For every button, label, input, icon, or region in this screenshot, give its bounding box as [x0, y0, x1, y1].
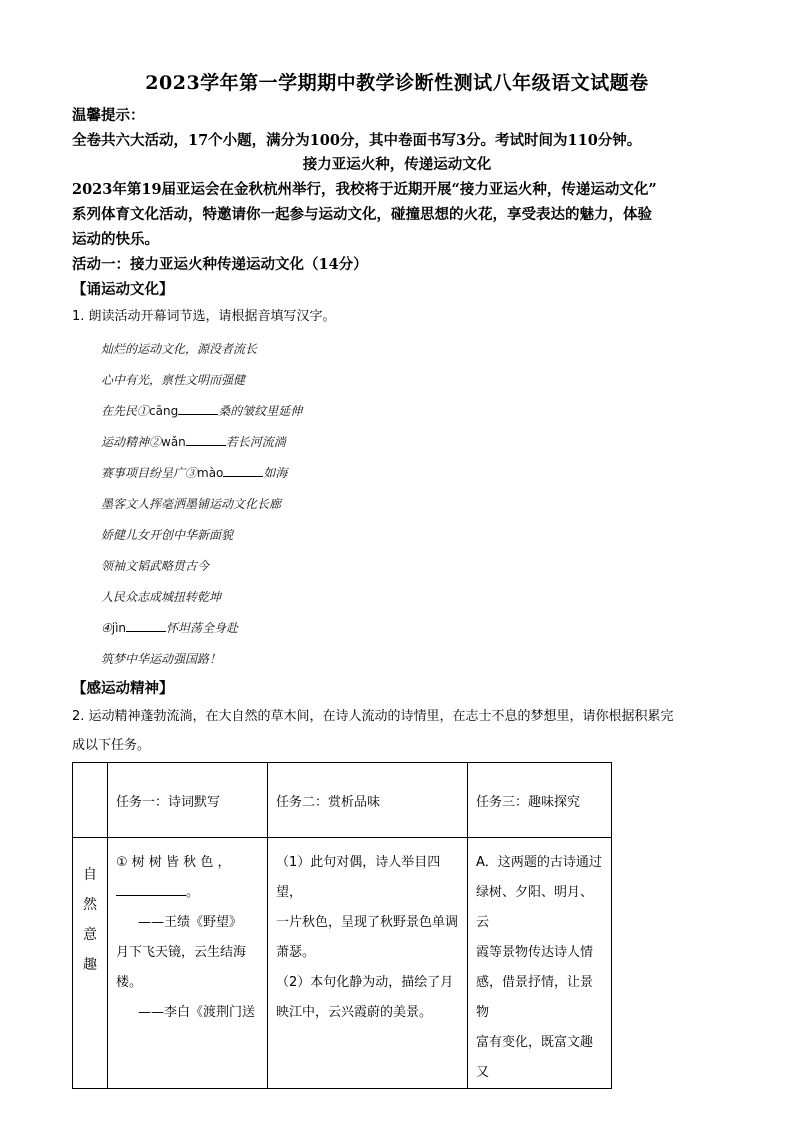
explore-line: A．这两题的古诗通过 — [476, 855, 602, 870]
page-title: 2023学年第一学期期中教学诊断性测试八年级语文试题卷 — [145, 72, 649, 94]
task-3-cell — [468, 838, 612, 1089]
table-header-row — [73, 763, 612, 838]
fill-blank-2[interactable] — [186, 433, 226, 446]
recite-blank[interactable] — [116, 881, 186, 896]
pinyin: wǎn — [161, 435, 186, 449]
activity1-heading: 活动一：接力亚运火种传递运动文化（14分） — [72, 256, 368, 273]
header-task-2: 任务二：赏析品味 — [268, 763, 468, 838]
explore-line: 绿树、夕阳、明月、云 — [476, 885, 594, 930]
poem-line: 领袖文韬武略贯古今 — [101, 559, 210, 573]
header-task-3: 任务三：趣味探究 — [468, 763, 612, 838]
question-2-line-1: 2. 运动精神蓬勃流淌，在大自然的草木间，在诗人流动的诗情里，在志士不息的梦想里，请你根据积累完 — [72, 709, 674, 724]
recite-line: ① 树 树 皆 秋 色 ， — [116, 855, 231, 870]
poem-line: 墨客文人挥毫洒墨铺运动文化长廊 — [101, 497, 282, 511]
tips-text: 全卷共六大活动，17个小题，满分为100分，其中卷面书写3分。考试时间为110分钟。 — [72, 132, 642, 149]
table-row — [73, 838, 612, 1089]
task-1-cell — [108, 838, 268, 1089]
poem-line: 娇健儿女开创中华新面貌 — [101, 528, 234, 542]
poem-text: 赛事项目纷呈广③ — [101, 466, 198, 480]
poem-text: 如海 — [263, 466, 288, 480]
question-2-line-2: 成以下任务。 — [72, 738, 151, 753]
poem-line-blank-2 — [101, 433, 286, 450]
task-2-cell — [268, 838, 468, 1089]
theme-title: 接力亚运火种，传递运动文化 — [302, 156, 492, 173]
poem-text: 若长河流淌 — [225, 435, 286, 449]
fill-blank-1[interactable] — [178, 402, 218, 415]
intro-line-3: 运动的快乐。 — [72, 231, 159, 248]
analysis-line: 萧瑟。 — [276, 945, 316, 960]
pinyin: jìn — [111, 621, 127, 635]
analysis-line: （2）本句化静为动，描绘了月 — [276, 975, 454, 990]
analysis-line: 映江中，云兴霞蔚的美景。 — [276, 1005, 433, 1020]
poem-text: 运动精神② — [101, 435, 162, 449]
poem-line: 心中有光，禀性文明而强健 — [101, 373, 246, 387]
poem-line-blank-1 — [101, 402, 302, 419]
poem-text: 桑的皱纹里延伸 — [218, 404, 303, 418]
pinyin: cāng — [149, 404, 179, 418]
recite-blank-line: 。 — [116, 878, 261, 908]
analysis-line: 一片秋色，呈现了秋野景色单调 — [276, 915, 459, 930]
fill-blank-3[interactable] — [223, 464, 263, 477]
analysis-line: （1）此句对偶，诗人举目四望， — [276, 855, 441, 900]
poem-line: 灿烂的运动文化，源没者流长 — [101, 342, 258, 356]
table-corner-cell — [73, 763, 108, 838]
poem-line: 人民众志成城扭转乾坤 — [101, 590, 222, 604]
source-citation: ——王绩《野望》 — [138, 915, 243, 930]
header-task-1: 任务一：诗词默写 — [108, 763, 268, 838]
tips-heading: 温馨提示： — [72, 107, 145, 124]
pinyin: mào — [197, 466, 224, 480]
poem-line-blank-4 — [101, 619, 238, 636]
source-citation: ——李白《渡荆门送 — [138, 1005, 256, 1020]
explore-line: 富有变化，既富文趣又 — [476, 1035, 594, 1080]
question-1-text: 1. 朗读活动开幕词节选，请根据音填写汉字。 — [72, 309, 336, 324]
poem-text: 怀坦荡全身赴 — [166, 621, 239, 635]
poem-quote: 月下飞天镜，云生结海楼。 — [116, 945, 247, 990]
section2-heading: 【感运动精神】 — [72, 680, 174, 697]
poem-text: ④ — [101, 621, 112, 635]
poem-text: 在先民① — [101, 404, 150, 418]
intro-line-2: 系列体育文化活动，特邀请你一起参与运动文化，碰撞思想的火花，享受表达的魅力，体验 — [72, 206, 652, 223]
intro-line-1: 2023年第19届亚运会在金秋杭州举行，我校将于近期开展“接力亚运火种，传递运动文化” — [72, 181, 657, 198]
task-table — [72, 762, 612, 1089]
section1-heading: 【诵运动文化】 — [72, 281, 174, 298]
fill-blank-4[interactable] — [126, 619, 166, 632]
poem-line-blank-3 — [101, 464, 287, 481]
explore-line: 霞等景物传达诗人情 — [476, 945, 594, 960]
poem-line: 筑梦中华运动强国路！ — [101, 652, 222, 666]
explore-line: 感，借景抒情，让景物 — [476, 975, 594, 1020]
row-label: 自 然 意 趣 — [73, 838, 108, 1089]
